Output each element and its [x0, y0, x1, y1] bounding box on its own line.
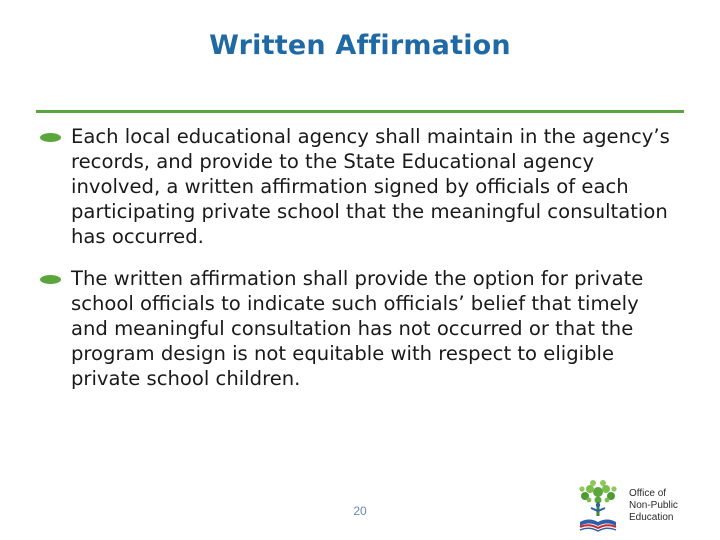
bullet-item: [40, 124, 680, 249]
logo-text: [629, 488, 678, 524]
bullet-marker-icon: [40, 275, 61, 284]
bullet-marker-icon: [40, 133, 61, 142]
bullet-text: The written affirmation shall provide the option for private school officials to indicate such officials’ belief that timely and meaningful consultation has not occurred or that the program design is not equitable with respect to eligible private school children.: [71, 267, 644, 390]
bullet-text: Each local educational agency shall maintain in the agency’s records, and provide to the State Educational agency involved, a written affirmation signed by officials of each participating private school that the meaningful consultation has occurred.: [71, 125, 670, 248]
bullet-item: [40, 266, 680, 391]
bullet-list: [40, 124, 680, 408]
office-logo: [574, 478, 714, 534]
title-divider: [36, 110, 684, 113]
slide-title: Written Affirmation: [209, 30, 511, 61]
logo-line: Education: [629, 512, 674, 523]
logo-line: Non-Public: [629, 500, 678, 511]
tree-with-person-icon: [574, 478, 622, 534]
page-number: 20: [353, 504, 367, 518]
logo-line: Office of: [629, 488, 667, 499]
